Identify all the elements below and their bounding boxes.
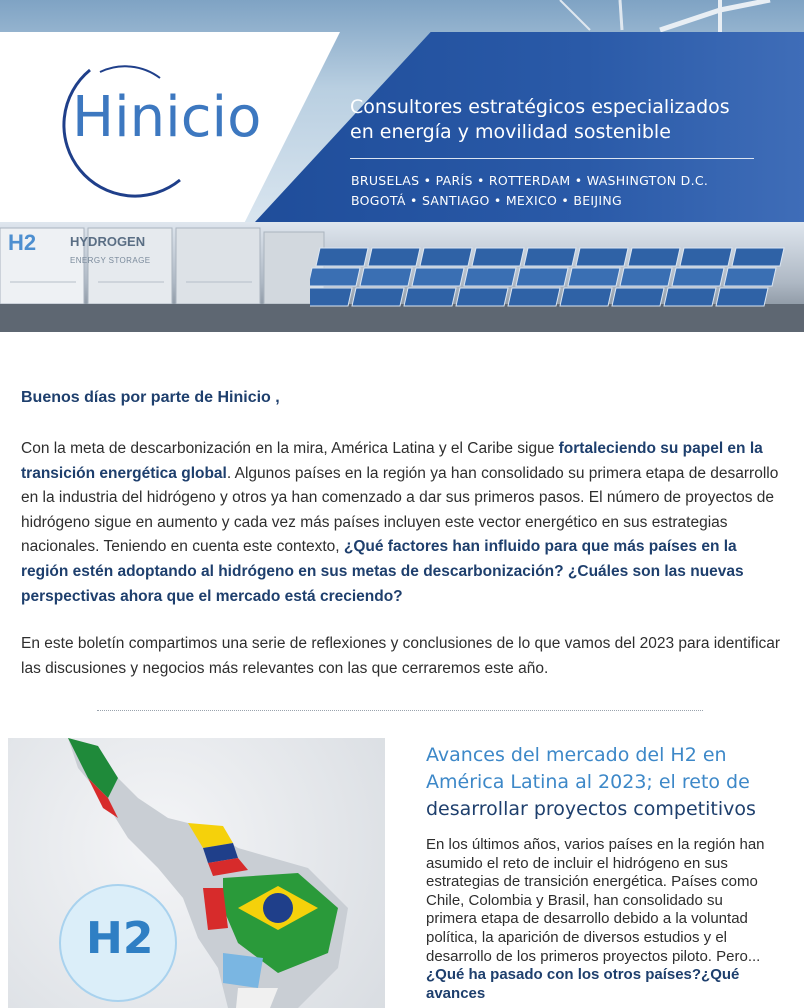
solar-panel [352,288,404,306]
storage-label-text: HYDROGEN [70,234,146,249]
header-banner [0,0,804,332]
h2-bubble-label: H2 [86,913,154,964]
office-cities [351,171,791,211]
solar-panel [568,268,620,286]
flag-map-icon [8,738,385,1008]
solar-panel [664,288,716,306]
latin-america-map-image [8,738,385,1008]
logo-wordmark: Hinicio [72,85,262,150]
solar-panel [524,248,576,266]
solar-panel [456,288,508,306]
cities-line-2: BOGOTÁ • SANTIAGO • MEXICO • BEIJING [351,193,623,208]
tagline-line-2: en energía y movilidad sostenible [350,121,671,143]
solar-panel [560,288,612,306]
solar-panel [672,268,724,286]
solar-panel [316,248,368,266]
solar-panel [420,248,472,266]
intro-paragraph-2: En este boletín compartimos una serie de reflexiones y conclusiones de lo que vamos del 2023 para identificar las discusiones y negocios más relevantes con las que cerraremos este año. [21,635,781,677]
cities-line-1: BRUSELAS • PARÍS • ROTTERDAM • WASHINGTON D.C. [351,173,709,188]
solar-panel [508,288,560,306]
solar-panel [680,248,732,266]
p1-question-d: ¿Qué factores han influido para que más países en la región estén adoptando al hidrógeno en sus metas de descarbonización? ¿Cuáles son las nuevas perspectivas ahora que el mercado está creciendo? [21,538,744,605]
solar-panel [612,288,664,306]
solar-panels-icon [310,244,804,314]
solar-panel [628,248,680,266]
greeting-heading: Buenos días por parte de Hinicio , [21,389,280,406]
solar-panel [310,268,360,286]
solar-panel [360,268,412,286]
article-title[interactable] [426,742,796,823]
solar-panel [368,248,420,266]
article-title-part-1[interactable]: Avances del mercado del H2 en América Latina al 2023; el reto de [426,744,750,793]
solar-panel [516,268,568,286]
solar-panel [716,288,768,306]
p1-text-a: Con la meta de descarbonización en la mira, América Latina y el Caribe sigue [21,440,559,457]
solar-panel [412,268,464,286]
p1-text-c: . Algunos países en la región ya han consolidado su primera etapa de desarrollo en la industria del hidrógeno y otros ya han comenzado a dar sus primeros pasos. El número de proyectos de hidrógeno sigue en aumento y cada vez más países incluyen este vector energético en sus estrategias nacionales. Teniendo en cuenta este contexto, [21,464,779,556]
article-body-text: En los últimos años, varios países en la región han asumido el reto de incluir el hidrógeno en sus estrategias de transición energética. Países como Chile, Colombia y Brasil, han consolidado su primera etapa de desarrollo debido a la voluntad política, la aparición de diversos estudios y el desarrollo de los primeros proyectos piloto. Pero... [426,836,765,965]
solar-panel [472,248,524,266]
storage-label [70,234,145,250]
tagline-line-1: Consultores estratégicos especializados [350,96,730,118]
solar-panel [732,248,784,266]
h2-chip-label: H2 [8,230,37,255]
solar-panel [724,268,776,286]
section-divider [97,710,703,711]
solar-panel [464,268,516,286]
solar-panel [620,268,672,286]
article-body-question: ¿Qué ha pasado con los otros países?¿Qué avances [426,966,740,1002]
tagline [350,95,790,145]
article-title-part-2[interactable]: desarrollar proyectos competitivos [426,798,756,820]
intro-paragraph-1 [21,437,781,609]
article-body [426,836,766,1003]
solar-panel [576,248,628,266]
solar-panel [404,288,456,306]
storage-sub-label: ENERGY STORAGE [70,256,151,265]
tagline-divider [350,158,754,159]
solar-panel [310,288,352,306]
p1-highlight-b: fortaleciendo su papel en la transición energética global [21,440,763,482]
